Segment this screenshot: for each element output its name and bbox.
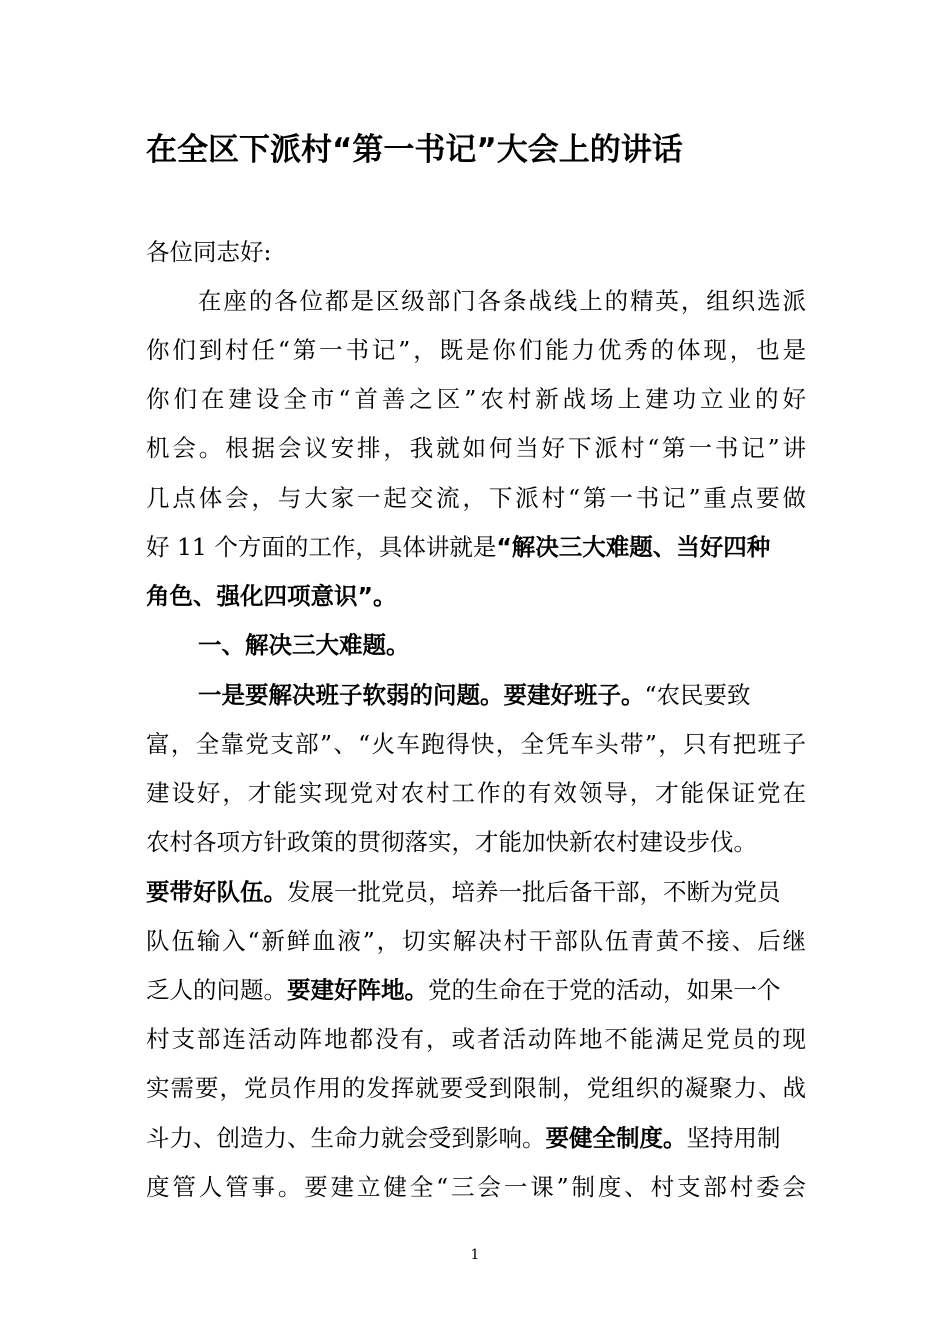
paragraph-line: 在座的各位都是区级部门各条战线上的精英，组织选派 [198,287,806,315]
paragraph-line: 实需要，党员作用的发挥就要受到限制，党组织的凝聚力、战 [146,1074,806,1102]
paragraph-line: 富，全靠党支部”、“火车跑得快，全凭车头带”，只有把班子 [146,730,806,758]
paragraph-line: 几点体会，与大家一起交流，下派村“第一书记”重点要做 [146,484,806,512]
paragraph-text: 坚持用制 [686,1124,781,1152]
paragraph-text: 好 11 个方面的工作，具体讲就是 [146,533,497,561]
paragraph-line: 队伍输入“新鲜血液”，切实解决村干部队伍青黄不接、后继 [146,927,806,955]
paragraph-line: 机会。根据会议安排，我就如何当好下派村“第一书记”讲 [146,434,806,462]
paragraph-line [146,874,781,910]
paragraph-text: 发展一批党员，培养一批后备干部，不断为党员 [287,878,781,906]
emphasis-line: 角色、强化四项意识”。 [146,582,397,610]
paragraph-line [198,677,751,713]
emphasis-text: 要带好队伍。 [146,878,287,906]
paragraph-line [146,529,770,565]
paragraph-text: 乏人的问题。 [146,976,287,1004]
paragraph-text: “农民要致 [644,681,751,709]
paragraph-text: 党的生命在于党的活动，如果一个 [428,976,781,1004]
paragraph-text: 斗力、创造力、生命力就会受到影响。 [146,1124,546,1152]
emphasis-text: 要建好阵地。 [287,976,428,1004]
paragraph-line: 村支部连活动阵地都没有，或者活动阵地不能满足党员的现 [146,1025,806,1053]
paragraph-line: 你们到村任“第一书记”，既是你们能力优秀的体现，也是 [146,336,806,364]
emphasis-text: “解决三大难题、当好四种 [496,533,771,561]
emphasis-text: 要健全制度。 [545,1124,687,1152]
greeting: 各位同志好: [146,238,272,266]
section-heading: 一、解决三大难题。 [198,631,410,659]
page-number: 1 [470,1247,480,1263]
emphasis-text: 一是要解决班子软弱的问题。要建好班子。 [198,681,645,709]
paragraph-line [146,972,781,1008]
paragraph-line [146,1120,781,1156]
page-title: 在全区下派村“第一书记”大会上的讲话 [146,132,683,168]
paragraph-line: 你们在建设全市“首善之区”农村新战场上建功立业的好 [146,385,806,413]
paragraph-line: 农村各项方针政策的贯彻落实，才能加快新农村建设步伐。 [146,828,757,856]
paragraph-line: 建设好，才能实现党对农村工作的有效领导，才能保证党在 [146,779,806,807]
paragraph-line: 度管人管事。要建立健全“三会一课”制度、村支部村委会 [146,1173,806,1201]
